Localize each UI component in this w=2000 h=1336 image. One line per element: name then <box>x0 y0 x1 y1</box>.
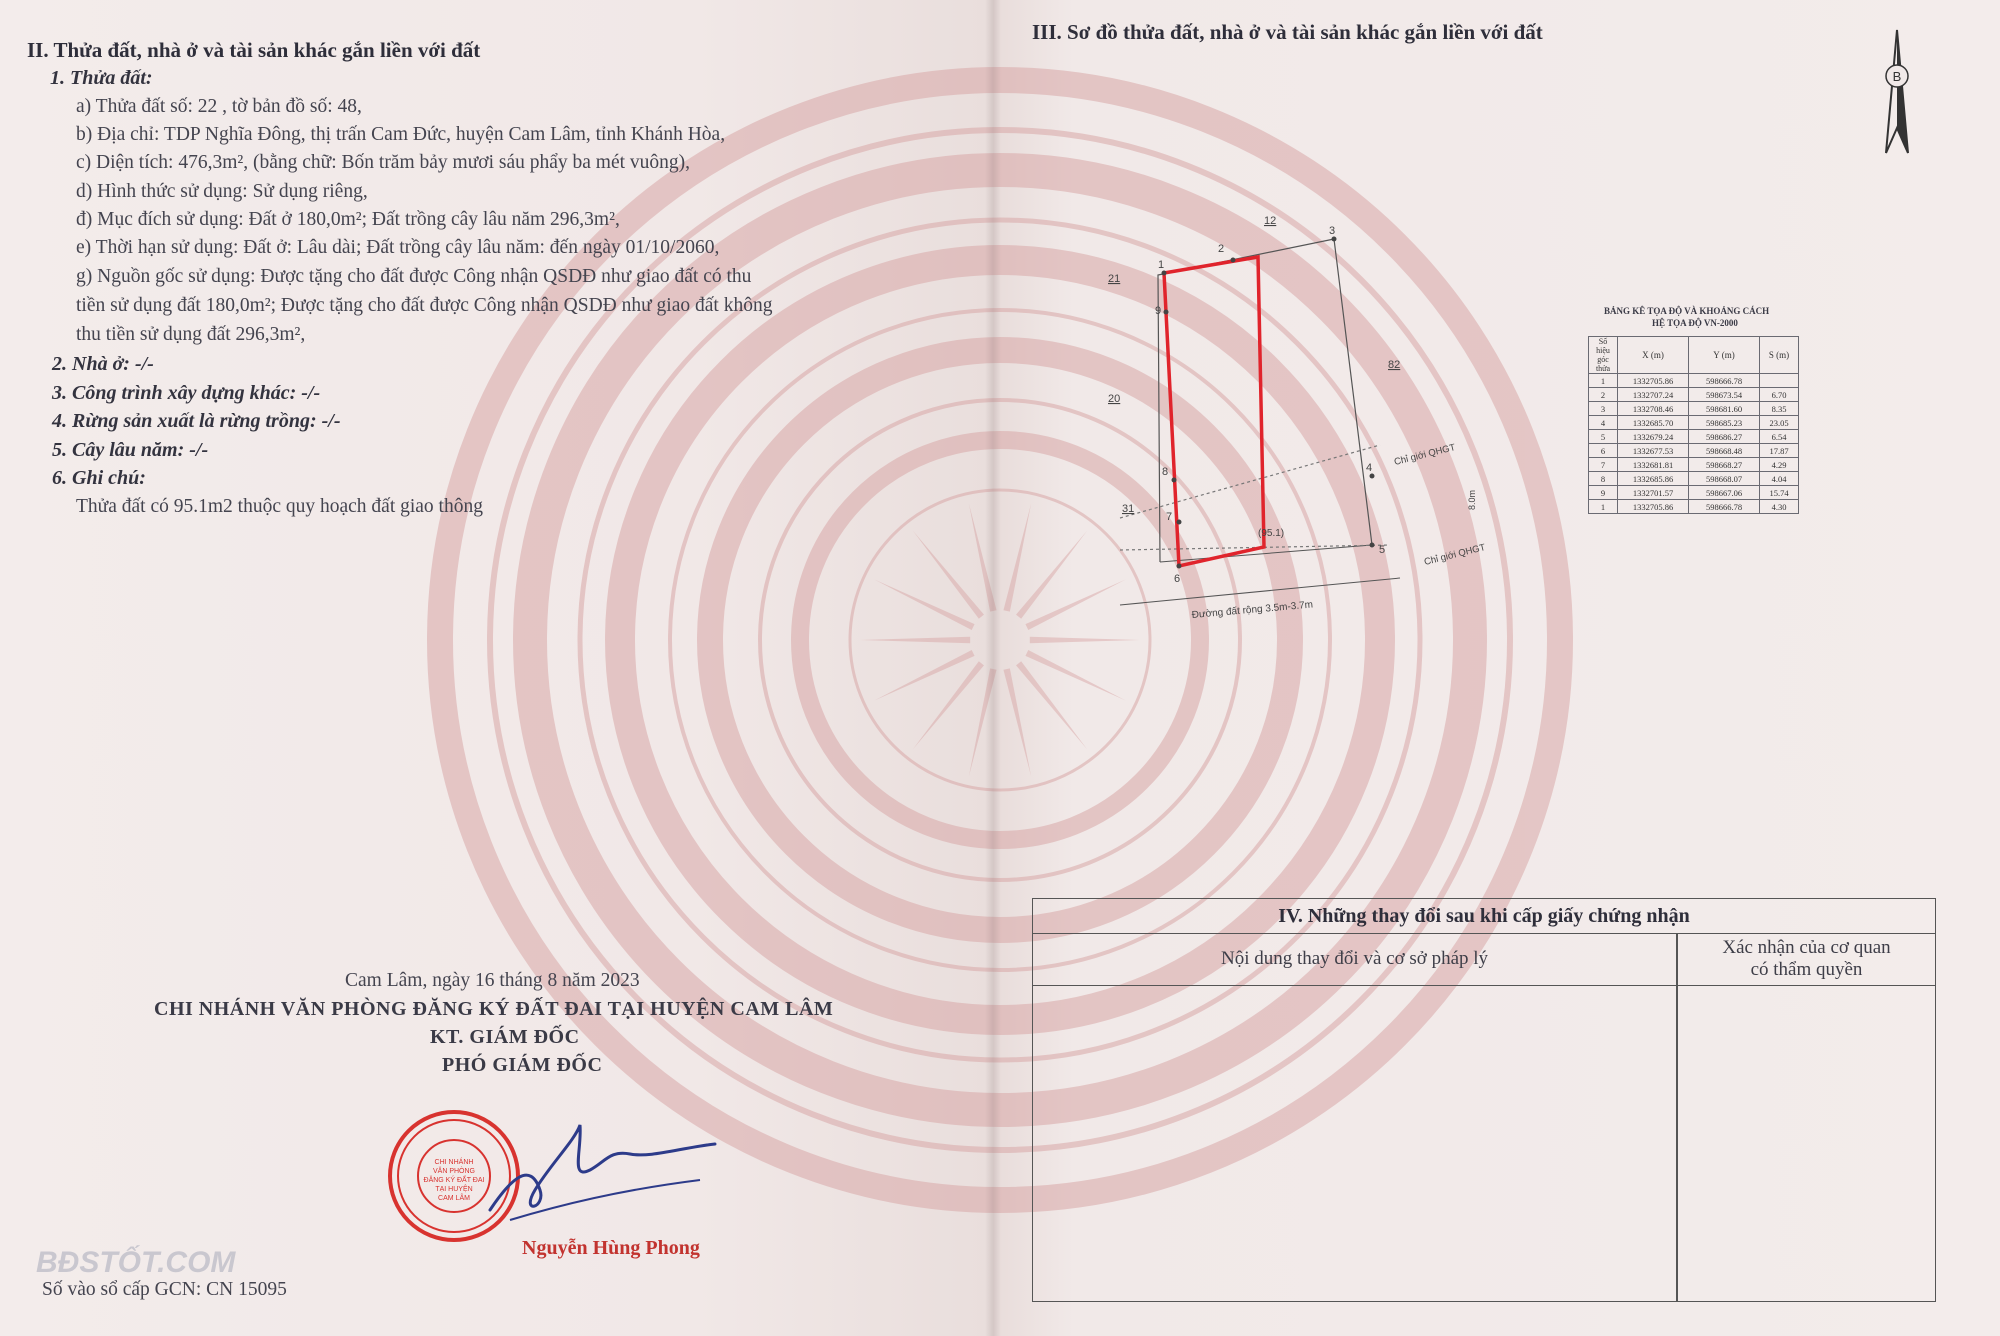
table-cell: 1332705.86 <box>1618 500 1689 514</box>
vertex-label: 2 <box>1218 243 1225 255</box>
table-row <box>1589 500 1799 514</box>
usage-term-line: e) Thời hạn sử dụng: Đất ở: Lâu dài; Đất trồng cây lâu năm: đến ngày 01/10/2060, <box>76 237 720 258</box>
table-row <box>1589 430 1799 444</box>
table-title-2: HỆ TỌA ĐỘ VN-2000 <box>1652 318 1738 328</box>
planning-area-label: (95.1) <box>1258 528 1285 539</box>
table-cell: 598673.54 <box>1689 388 1760 402</box>
table-header-row <box>1589 337 1799 374</box>
table-cell: 1332708.46 <box>1618 402 1689 416</box>
table-cell: 598666.78 <box>1689 500 1760 514</box>
table-cell: 4 <box>1589 416 1618 430</box>
neighbor-label: 12 <box>1264 215 1277 227</box>
column-header: X (m) <box>1618 337 1689 374</box>
origin-line-1: g) Nguồn gốc sử dụng: Được tặng cho đất được Công nhận QSDĐ như giao đất có thu <box>76 266 752 287</box>
table-cell: 5 <box>1589 430 1618 444</box>
table-cell: 598686.27 <box>1689 430 1760 444</box>
table-cell: 598668.07 <box>1689 472 1760 486</box>
table-cell: 8.35 <box>1760 402 1799 416</box>
parcel-diagram <box>1100 200 1520 630</box>
section-3-title: III. Sơ đồ thửa đất, nhà ở và tài sản khác gắn liền với đất <box>1032 20 1543 44</box>
item-1-title: 1. Thửa đất: <box>50 67 153 89</box>
north-arrow-icon <box>1872 28 1922 158</box>
item-4-forest: 4. Rừng sản xuất là rừng trồng: -/- <box>52 410 341 432</box>
svg-text:VĂN PHÒNG: VĂN PHÒNG <box>432 1168 476 1175</box>
confirm-header-line2: có thẩm quyền <box>1750 959 1863 980</box>
table-cell: 1332701.57 <box>1618 486 1689 500</box>
vertex-label: 1 <box>1158 259 1165 271</box>
table-row <box>1589 402 1799 416</box>
issue-date: Cam Lâm, ngày 16 tháng 8 năm 2023 <box>345 970 640 991</box>
table-cell: 2 <box>1589 388 1618 402</box>
table-cell: 598685.23 <box>1689 416 1760 430</box>
table-row <box>1589 472 1799 486</box>
book-spine <box>985 0 1001 1336</box>
table-cell: 3 <box>1589 402 1618 416</box>
table-cell: 598681.60 <box>1689 402 1760 416</box>
table-cell: 7 <box>1589 458 1618 472</box>
table-row <box>1589 374 1799 388</box>
table-cell: 6.70 <box>1760 388 1799 402</box>
north-label: B <box>1892 69 1902 84</box>
vertex-label: 8 <box>1162 466 1169 478</box>
svg-text:ĐĂNG KÝ ĐẤT ĐAI: ĐĂNG KÝ ĐẤT ĐAI <box>423 1177 485 1184</box>
handwritten-signature <box>480 1120 720 1230</box>
neighbor-label: 21 <box>1108 273 1121 285</box>
planning-line-label-2: Chỉ giới QHGT <box>1423 542 1487 568</box>
origin-line-2: tiền sử dụng đất 180,0m²; Được tặng cho đất được Công nhận QSDĐ như giao đất không <box>76 295 773 316</box>
table-cell: 1 <box>1589 500 1618 514</box>
vertex-label: 7 <box>1166 511 1173 523</box>
confirm-header-line1: Xác nhận của cơ quan <box>1722 937 1891 958</box>
table-cell <box>1760 374 1799 388</box>
neighbor-label: 20 <box>1108 393 1121 405</box>
neighbor-label: 31 <box>1122 503 1135 515</box>
table-row <box>1589 416 1799 430</box>
planning-line-label-1: Chỉ giới QHGT <box>1393 442 1457 468</box>
deputy-director: PHÓ GIÁM ĐỐC <box>442 1054 603 1076</box>
svg-text:CAM LÂM: CAM LÂM <box>438 1195 470 1202</box>
changes-content-header: Nội dung thay đổi và cơ sở pháp lý <box>1033 933 1676 986</box>
usage-form-line: d) Hình thức sử dụng: Sử dụng riêng, <box>76 181 368 202</box>
item-5-perennial: 5. Cây lâu năm: -/- <box>52 439 209 461</box>
table-row <box>1589 388 1799 402</box>
table-cell: 1 <box>1589 374 1618 388</box>
table-cell: 6.54 <box>1760 430 1799 444</box>
table-cell: 598668.48 <box>1689 444 1760 458</box>
table-cell: 1332707.24 <box>1618 388 1689 402</box>
item-3-construction: 3. Công trình xây dựng khác: -/- <box>52 382 321 404</box>
table-cell: 4.30 <box>1760 500 1799 514</box>
vertex-label: 3 <box>1329 225 1336 237</box>
table-cell: 1332681.81 <box>1618 458 1689 472</box>
address-line: b) Địa chỉ: TDP Nghĩa Đông, thị trấn Cam Đức, huyện Cam Lâm, tỉnh Khánh Hòa, <box>76 124 726 145</box>
table-cell: 8 <box>1589 472 1618 486</box>
changes-table <box>1032 898 1936 1302</box>
table-cell: 598668.27 <box>1689 458 1760 472</box>
changes-title: IV. Những thay đổi sau khi cấp giấy chứng nhận <box>1033 899 1935 934</box>
svg-text:CHI NHÁNH: CHI NHÁNH <box>434 1159 474 1166</box>
table-cell: 1332677.53 <box>1618 444 1689 458</box>
watermark-text: BĐSTỐT.COM <box>36 1246 236 1279</box>
table-cell: 15.74 <box>1760 486 1799 500</box>
table-cell: 1332679.24 <box>1618 430 1689 444</box>
area-line: c) Diện tích: 476,3m², (bằng chữ: Bốn trăm bảy mươi sáu phẩy ba mét vuông), <box>76 152 691 173</box>
changes-confirm-header <box>1678 933 1935 986</box>
column-header: S (m) <box>1760 337 1799 374</box>
table-cell: 1332685.86 <box>1618 472 1689 486</box>
kt-director: KT. GIÁM ĐỐC <box>430 1026 580 1048</box>
svg-text:TẠI HUYỆN: TẠI HUYỆN <box>435 1186 473 1193</box>
item-2-house: 2. Nhà ở: -/- <box>52 353 154 375</box>
origin-line-3: thu tiền sử dụng đất 296,3m², <box>76 324 306 345</box>
table-cell: 6 <box>1589 444 1618 458</box>
register-number: Số vào sổ cấp GCN: CN 15095 <box>42 1279 287 1300</box>
table-cell: 598667.06 <box>1689 486 1760 500</box>
vertex-label: 6 <box>1174 573 1181 585</box>
usage-purpose-line: đ) Mục đích sử dụng: Đất ở 180,0m²; Đất trồng cây lâu năm 296,3m², <box>76 209 620 230</box>
vertex-label: 9 <box>1155 305 1162 317</box>
table-cell: 23.05 <box>1760 416 1799 430</box>
coordinate-table <box>1588 336 1799 514</box>
road-label: Đường đất rộng 3.5m-3.7m <box>1191 599 1314 621</box>
signer-name: Nguyễn Hùng Phong <box>522 1237 700 1259</box>
item-6-notes-title: 6. Ghi chú: <box>52 467 146 489</box>
table-cell: 17.87 <box>1760 444 1799 458</box>
notes-text: Thửa đất có 95.1m2 thuộc quy hoạch đất giao thông <box>76 496 483 517</box>
table-cell: 1332705.86 <box>1618 374 1689 388</box>
table-row <box>1589 444 1799 458</box>
table-cell: 4.29 <box>1760 458 1799 472</box>
column-divider <box>1676 933 1678 1301</box>
table-row <box>1589 458 1799 472</box>
table-cell: 9 <box>1589 486 1618 500</box>
table-title-1: BẢNG KÊ TỌA ĐỘ VÀ KHOẢNG CÁCH <box>1604 306 1770 316</box>
issuing-office: CHI NHÁNH VĂN PHÒNG ĐĂNG KÝ ĐẤT ĐAI TẠI HUYỆN CAM LÂM <box>154 998 834 1020</box>
parcel-number-line: a) Thửa đất số: 22 , tờ bản đồ số: 48, <box>76 96 362 117</box>
vertex-label: 5 <box>1379 544 1386 556</box>
neighbor-label: 82 <box>1388 359 1401 371</box>
table-cell: 1332685.70 <box>1618 416 1689 430</box>
table-row <box>1589 486 1799 500</box>
offset-label: 8.0m <box>1467 489 1477 510</box>
table-cell: 4.04 <box>1760 472 1799 486</box>
column-header: Số hiệu góc thửa <box>1589 337 1618 374</box>
vertex-label: 4 <box>1366 462 1373 474</box>
column-header: Y (m) <box>1689 337 1760 374</box>
table-cell: 598666.78 <box>1689 374 1760 388</box>
section-2-title: II. Thửa đất, nhà ở và tài sản khác gắn liền với đất <box>27 38 481 62</box>
